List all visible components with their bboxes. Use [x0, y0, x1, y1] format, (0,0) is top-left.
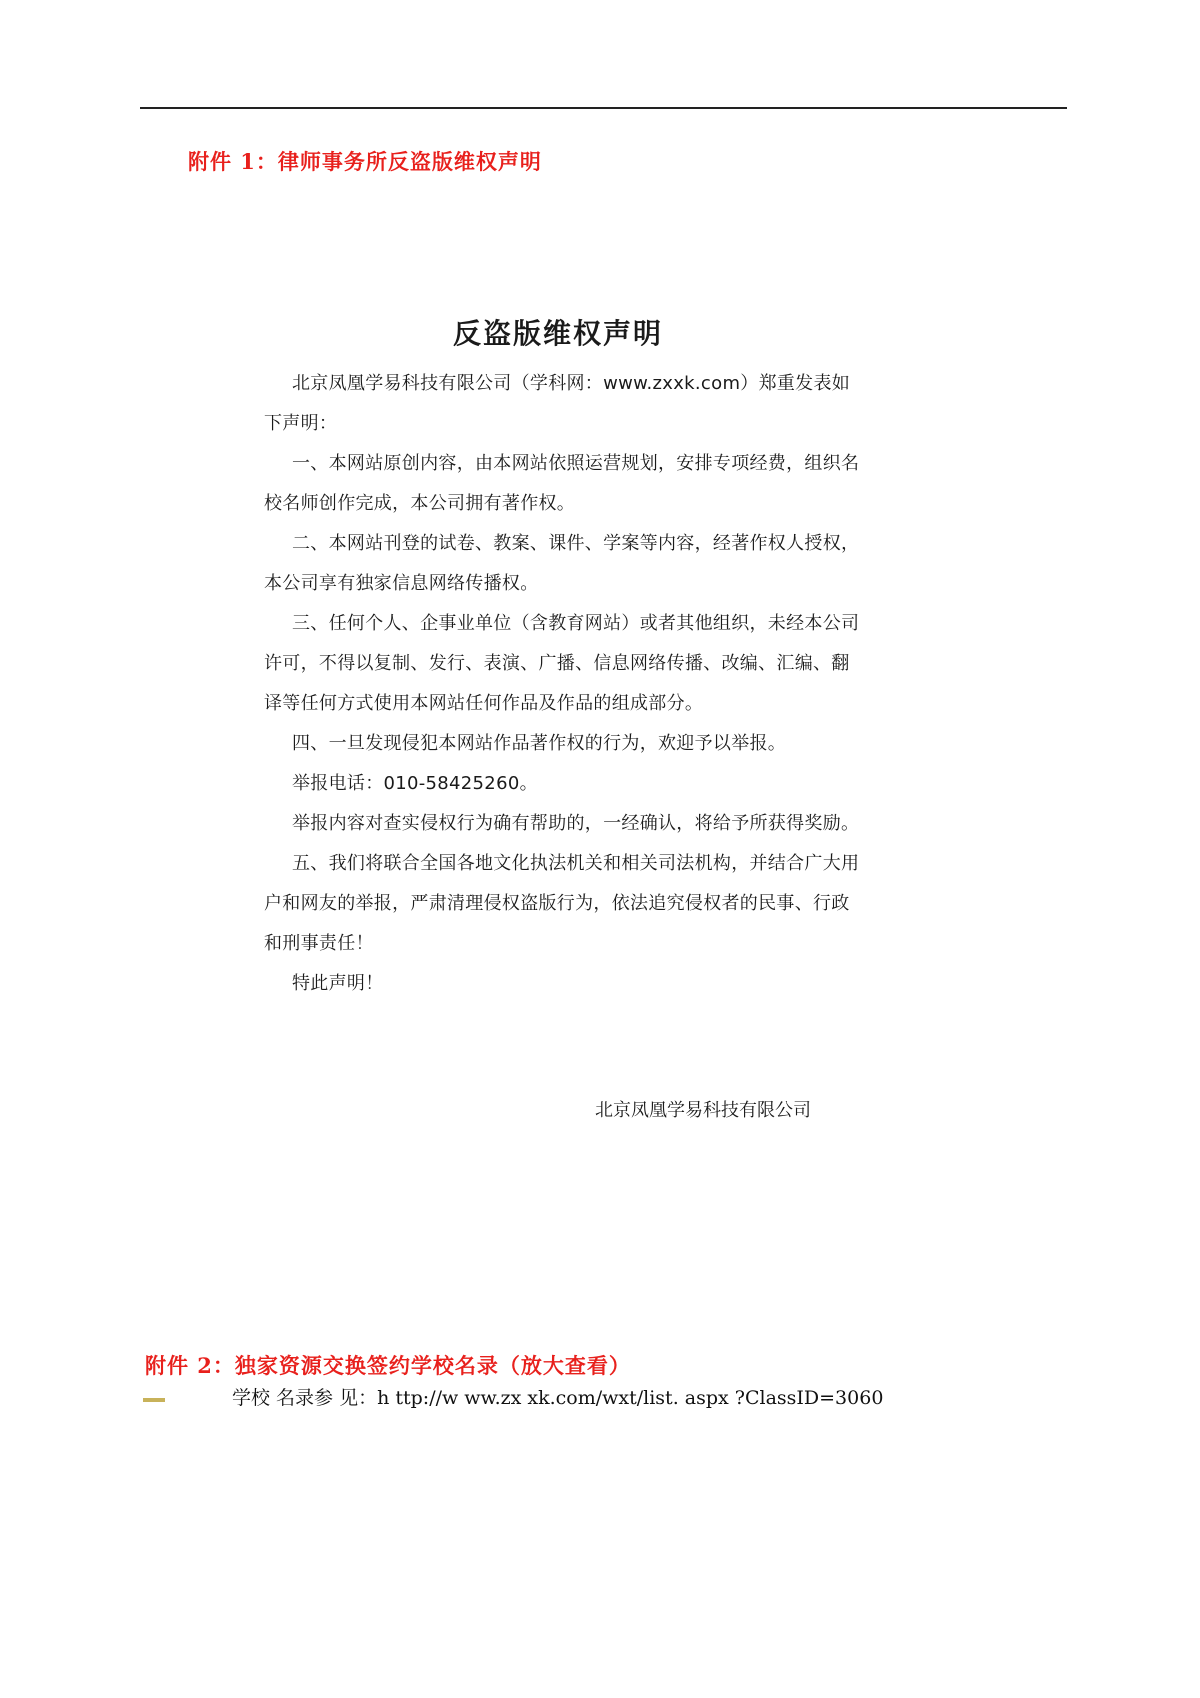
clause-3: 三、任何个人、企事业单位（含教育网站）或者其他组织，未经本公司许可，不得以复制、发行、表演、广播、信息网络传播、改编、汇编、翻译等任何方式使用本网站任何作品及作品的组成部分。 — [264, 613, 860, 714]
margin-marker — [143, 1398, 165, 1402]
top-divider — [140, 107, 1067, 109]
statement-title: 反盗版维权声明 — [452, 317, 663, 350]
school-list-link[interactable]: 学校 名录参 见：h ttp://w ww.zx xk.com/wxt/list. aspx ?ClassID=3060 — [232, 1387, 884, 1409]
attachment-2-heading: 附件 2：独家资源交换签约学校名录（放大查看） — [145, 1353, 631, 1378]
clause-1: 一、本网站原创内容，由本网站依照运营规划，安排专项经费，组织名校名师创作完成，本公司拥有著作权。 — [264, 453, 860, 514]
clause-5: 五、我们将联合全国各地文化执法机关和相关司法机构，并结合广大用户和网友的举报，严肃清理侵权盗版行为，依法追究侵权者的民事、行政和刑事责任！ — [264, 853, 860, 954]
statement-intro: 北京凤凰学易科技有限公司（学科网：www.zxxk.com）郑重发表如下声明： — [264, 373, 851, 434]
statement-scan — [258, 300, 878, 1130]
attachment-1-heading: 附件 1：律师事务所反盗版维权声明 — [188, 149, 542, 174]
clause-4: 四、一旦发现侵犯本网站作品著作权的行为，欢迎予以举报。 — [292, 733, 787, 754]
signer: 北京凤凰学易科技有限公司 — [595, 1100, 811, 1121]
report-reward: 举报内容对查实侵权行为确有帮助的，一经确认，将给予所获得奖励。 — [292, 813, 860, 834]
closing-statement: 特此声明！ — [292, 973, 384, 994]
report-phone: 举报电话：010-58425260。 — [292, 773, 538, 794]
clause-2: 二、本网站刊登的试卷、教案、课件、学案等内容，经著作权人授权，本公司享有独家信息网络传播权。 — [264, 533, 860, 594]
